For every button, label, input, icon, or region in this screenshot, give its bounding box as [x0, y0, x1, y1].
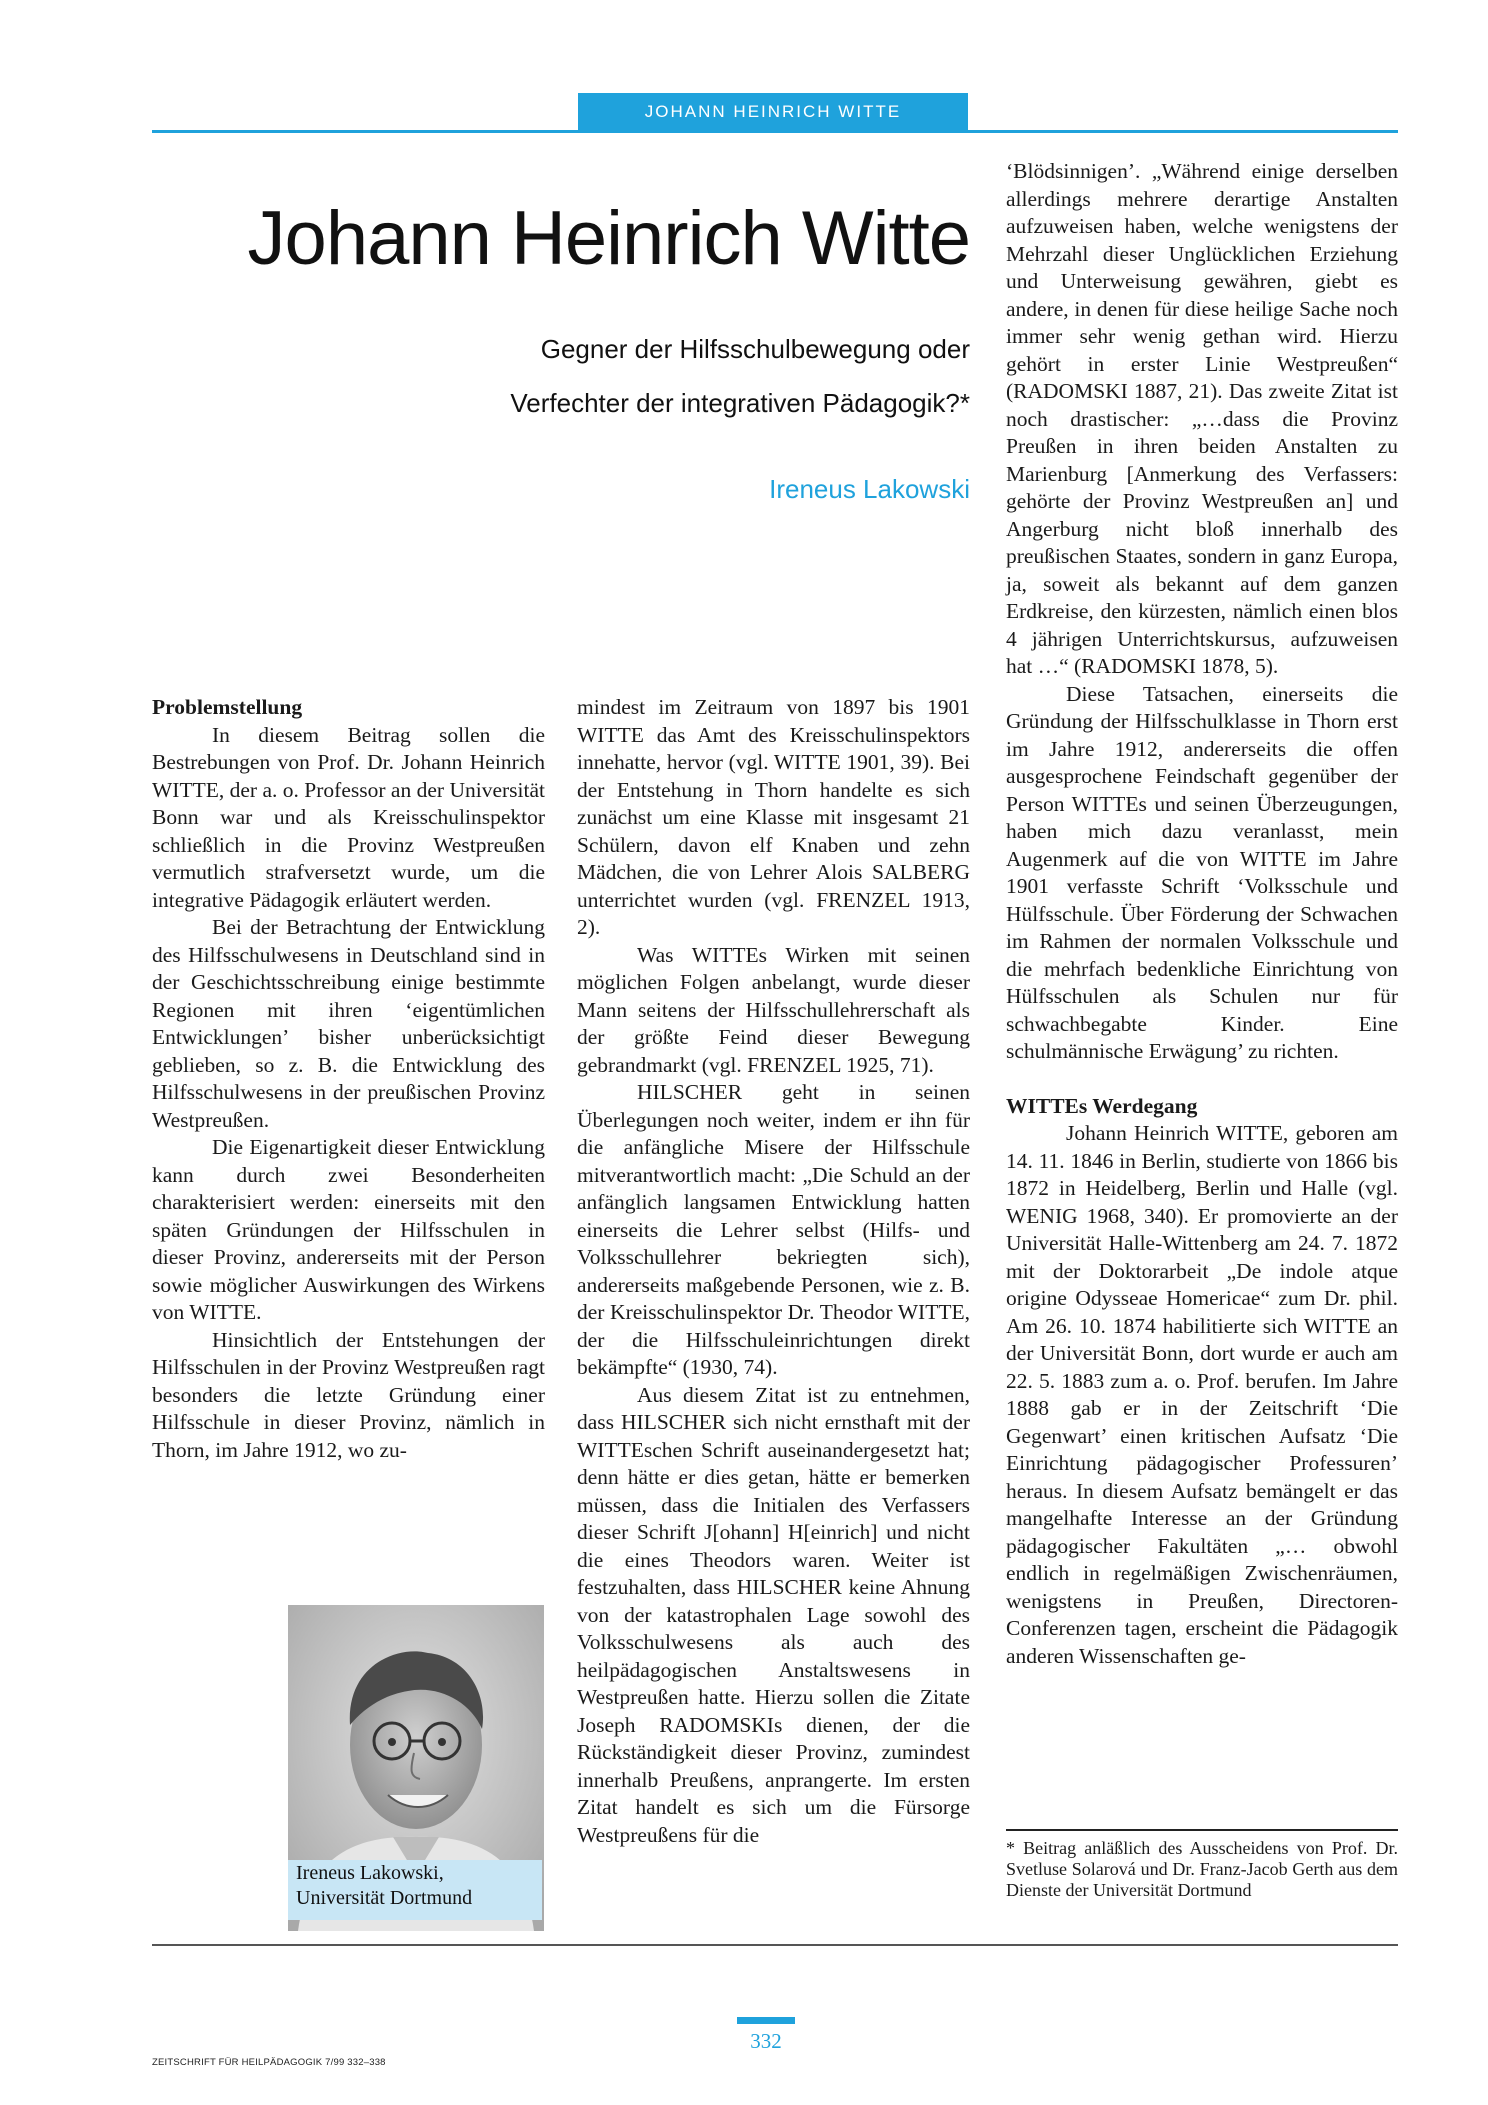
footer-rule [152, 1944, 1398, 1946]
paragraph: Bei der Betrachtung der Entwicklung des Hilfsschulwesens in Deutschland sind in der Geschichtsschreibung einige bestimmte Regionen mit ihren ‘eigentümlichen Entwicklungen’ bisher unberücksichtigt geblieben, so z. B. die Entwicklung des Hilfsschulwesens in der preußischen Provinz Westpreußen. [152, 915, 545, 1132]
page-number-bar [737, 2017, 795, 2024]
paragraph: In diesem Beitrag sollen die Bestrebungen von Prof. Dr. Johann Heinrich WITTE, der a. o. Professor an der Universität Bonn war und als Kreisschulinspektor schließlich in die Provinz Westpreußen vermutlich strafversetzt wurde, um die integrative Pädagogik erläutert werden. [152, 722, 545, 912]
body-column-1 [152, 694, 545, 1464]
footnote: * Beitrag anläßlich des Ausscheidens von Prof. Dr. Svetluse Solarová und Dr. Franz-Jacob Gerth aus dem Dienste der Universität Dortmund [1006, 1838, 1398, 1900]
article-author: Ireneus Lakowski [769, 474, 970, 504]
footnote-rule [1006, 1829, 1398, 1831]
section-heading-problemstellung: Problemstellung [152, 695, 303, 719]
body-column-2 [577, 694, 970, 1849]
article-title: Johann Heinrich Witte [247, 196, 970, 281]
paragraph: Aus diesem Zitat ist zu entnehmen, dass HILSCHER sich nicht ernsthaft mit der WITTEschen Schrift auseinandergesetzt hat; denn hätte er dies getan, hätte er bemerken müssen, dass die Initialen des Verfassers dieser Schrift J[ohann] H[einrich] und nicht die eines Theodors waren. Weiter ist festzuhalten, dass HILSCHER keine Ahnung von der katastrophalen Lage sowohl des Volksschulwesens als auch des heilpädagogischen Anstaltswesens in Westpreußen hatte. Hierzu sollen die Zitate Joseph RADOMSKIs dienen, der die Rückständigkeit dieser Provinz, zumindest innerhalb Preußens, anprangerte. Im ersten Zitat handelt es sich um die Fürsorge Westpreußens für die [577, 1382, 970, 1847]
paragraph: mindest im Zeitraum von 1897 bis 1901 WITTE das Amt des Kreisschulinspektors innehatte, hervor (vgl. WITTE 1901, 39). Bei der Entstehung in Thorn handelte es sich zunächst um eine Klasse mit insgesamt 21 Schülern, davon elf Knaben und zehn Mädchen, die von Lehrer Alois SALBERG unterrichtet wurden (vgl. FRENZEL 1913, 2). [577, 695, 970, 939]
body-column-3 [1006, 158, 1398, 1670]
paragraph: Hinsichtlich der Entstehungen der Hilfsschulen in der Provinz Westpreußen ragt besonders die letzte Gründung einer Hilfsschule in dieser Provinz, nämlich in Thorn, im Jahre 1912, wo zu- [152, 1327, 545, 1462]
journal-citation: ZEITSCHRIFT FÜR HEILPÄDAGOGIK 7/99 332–338 [152, 2057, 386, 2068]
paragraph: Was WITTEs Wirken mit seinen möglichen Folgen anbelangt, wurde dieser Mann seitens der Hilfsschullehrerschaft als der größte Feind dieser Bewegung gebrandmarkt (vgl. FRENZEL 1925, 71). [577, 942, 970, 1077]
photo-caption-affiliation: Universität Dortmund [296, 1887, 473, 1909]
header-rule [152, 130, 1398, 133]
paragraph: Die Eigenartigkeit dieser Entwicklung kann durch zwei Besonderheiten charakterisiert werden: einerseits mit den späten Gründungen der Hilfsschulen in dieser Provinz, andererseits mit der Person sowie möglicher Auswirkungen des Wirkens von WITTE. [152, 1135, 545, 1324]
article-subtitle-line2: Verfechter der integrativen Pädagogik?* [510, 388, 970, 418]
article-subtitle-line1: Gegner der Hilfsschulbewegung oder [540, 334, 970, 364]
photo-caption-name: Ireneus Lakowski, [296, 1862, 444, 1884]
photo-caption [296, 1861, 546, 1911]
paragraph: Johann Heinrich WITTE, geboren am 14. 11. 1846 in Berlin, studierte von 1866 bis 1872 in Heidelberg, Berlin und Halle (vgl. WENIG 1968, 340). Er promovierte an der Universität Halle-Wittenberg am 24. 7. 1872 mit der Doktorarbeit „De indole atque origine Odysseae Homericae“ zum Dr. phil. Am 26. 10. 1874 habilitierte sich WITTE an der Universität Bonn, dort wurde er auch am 22. 5. 1883 zum a. o. Prof. berufen. Im Jahre 1888 gab er in der Zeitschrift ‘Die Gegenwart’ einen kritischen Aufsatz ‘Die Einrichtung pädagogischer Professuren’ heraus. In diesem Aufsatz bemängelt er das mangelhafte Interesse an der Gründung pädagogischer Fakultäten „… obwohl endlich in regelmäßigen Zwischenräumen, wenigstens in Preußen, Directoren-Conferenzen tagen, erscheint die Pädagogik anderen Wissenschaften ge- [1006, 1121, 1398, 1668]
running-head: JOHANN HEINRICH WITTE [644, 102, 902, 121]
page-number: 332 [750, 2029, 782, 2053]
section-heading-werdegang: WITTEs Werdegang [1006, 1093, 1198, 1118]
paragraph: Diese Tatsachen, einerseits die Gründung der Hilfsschulklasse in Thorn erst im Jahre 1912, andererseits die offen ausgesprochene Feindschaft gegenüber der Person WITTEs und seinen Überzeugungen, haben mich dazu veranlasst, mein Augenmerk auf die von WITTE im Jahre 1901 verfasste Schrift ‘Volksschule und Hülfsschule. Über Förderung der Schwachen im Rahmen der normalen Volksschule und die mehrfach bedenkliche Einrichtung von Hülfsschulen als Schulen nur für schwachbegabte Kinder. Eine schulmännische Erwägung’ zu richten. [1006, 681, 1398, 1063]
paragraph: HILSCHER geht in seinen Überlegungen noch weiter, indem er ihn für die anfängliche Misere der Hilfsschule mitverantwortlich macht: „Die Schuld an der anfänglich langsamen Entwicklung hatten einerseits die Lehrer selbst (Hilfs- und Volksschullehrer bekriegten sich), andererseits maßgebende Personen, wie z. B. der Kreisschulinspektor Dr. Theodor WITTE, der die Hilfsschuleinrichtungen direkt bekämpfte“ (1930, 74). [577, 1080, 970, 1379]
paragraph: ‘Blödsinnigen’. „Während einige derselben allerdings mehrere derartige Anstalten aufzuweisen haben, welche wenigstens der Mehrzahl dieser Unglücklichen Erziehung und Unterweisung gewähren, giebt es andere, in denen für diese heilige Sache noch immer sehr wenig gethan wird. Hierzu gehört in erster Linie Westpreußen“ (RADOMSKI 1887, 21). Das zweite Zitat ist noch drastischer: „…dass die Provinz Preußen in ihren beiden Anstalten zu Marienburg [Anmerkung des Verfassers: gehörte der Provinz Westpreußen an] und Angerburg nicht bloß innerhalb des preußischen Staates, sondern in ganz Europa, ja, soweit als bekannt auf dem ganzen Erdkreise, den kürzesten, nämlich einen blos 4 jährigen Unterrichtskursus, aufzuweisen hat …“ (RADOMSKI 1878, 5). [1006, 159, 1398, 678]
